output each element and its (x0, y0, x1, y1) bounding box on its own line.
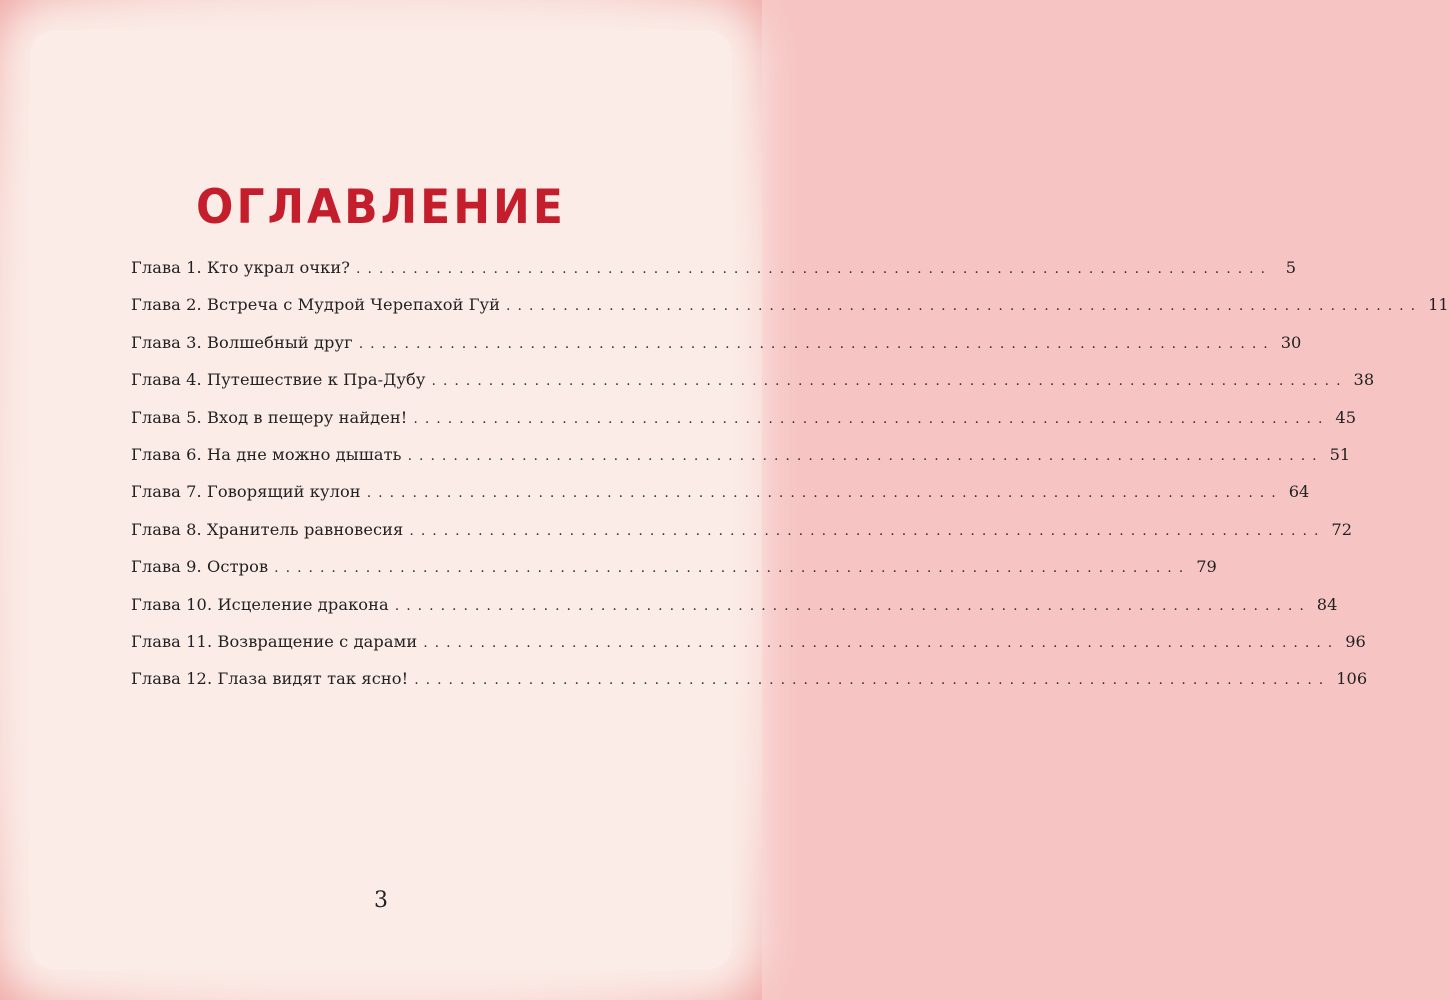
toc-dot-leader: ................................................................................ (366, 485, 1283, 502)
toc-entry-label: Глава 3. Волшебный друг (131, 332, 353, 352)
toc-entry-label: Глава 8. Хранитель равновесия (131, 519, 404, 539)
toc-entry[interactable] (131, 332, 1302, 370)
toc-dot-leader: ................................................................................ (414, 672, 1331, 689)
toc-dot-leader: ................................................................................ (506, 298, 1423, 315)
toc-entry-label: Глава 5. Вход в пещеру найден! (131, 407, 408, 427)
toc-entry-page: 45 (1335, 407, 1357, 427)
toc-entry[interactable] (131, 669, 1368, 706)
toc-dot-leader: ................................................................................ (358, 335, 1275, 352)
toc-entry-page: 79 (1196, 557, 1217, 577)
toc-entry[interactable] (131, 370, 1375, 407)
toc-entry-page: 106 (1336, 669, 1368, 689)
toc-entry-page: 5 (1285, 258, 1297, 277)
toc-entry-label: Глава 7. Говорящий кулон (131, 482, 361, 502)
toc-entry[interactable] (131, 258, 1297, 295)
toc-entry-page: 72 (1331, 519, 1352, 539)
toc-entry-label: Глава 9. Остров (131, 557, 269, 577)
toc-dot-leader: ................................................................................ (423, 634, 1340, 651)
toc-entry[interactable] (131, 295, 1449, 332)
toc-dot-leader: ................................................................................ (413, 410, 1330, 427)
toc-dot-leader: ................................................................................ (431, 373, 1348, 390)
table-of-contents (131, 258, 1449, 707)
toc-entry-label: Глава 12. Глаза видят так ясно! (131, 669, 409, 689)
toc-entry-page: 38 (1353, 370, 1375, 390)
toc-entry-page: 51 (1329, 444, 1351, 464)
toc-entry-page: 11 (1428, 295, 1449, 315)
toc-entry-label: Глава 6. На дне можно дышать (131, 444, 402, 464)
toc-entry-label: Глава 11. Возвращение с дарами (131, 631, 418, 651)
page-number: 3 (374, 888, 388, 913)
toc-entry[interactable] (131, 444, 1351, 482)
toc-entry[interactable] (131, 594, 1338, 632)
toc-entry-page: 84 (1316, 594, 1338, 614)
toc-entry[interactable] (131, 631, 1366, 669)
toc-entry-label: Глава 1. Кто украл очки? (131, 258, 351, 277)
toc-entry[interactable] (131, 407, 1357, 445)
toc-entry[interactable] (131, 557, 1217, 594)
toc-entry-page: 96 (1345, 631, 1366, 651)
toc-dot-leader: ................................................................................ (409, 522, 1326, 539)
toc-entry-label: Глава 4. Путешествие к Пра-Дубу (131, 370, 426, 390)
toc-dot-leader: ................................................................................ (407, 447, 1324, 464)
toc-entry-page: 30 (1280, 332, 1302, 352)
toc-dot-leader: ................................................................................ (394, 597, 1311, 614)
toc-entry-label: Глава 10. Исцеление дракона (131, 594, 389, 614)
toc-dot-leader: ................................................................................ (356, 261, 1273, 277)
toc-entry[interactable] (131, 519, 1352, 557)
page-title: ОГЛАВЛЕНИЕ (196, 179, 566, 236)
toc-dot-leader: ................................................................................ (274, 560, 1191, 577)
toc-entry-page: 64 (1288, 482, 1310, 502)
toc-entry-label: Глава 2. Встреча с Мудрой Черепахой Гуй (131, 295, 501, 315)
toc-entry[interactable] (131, 482, 1310, 519)
